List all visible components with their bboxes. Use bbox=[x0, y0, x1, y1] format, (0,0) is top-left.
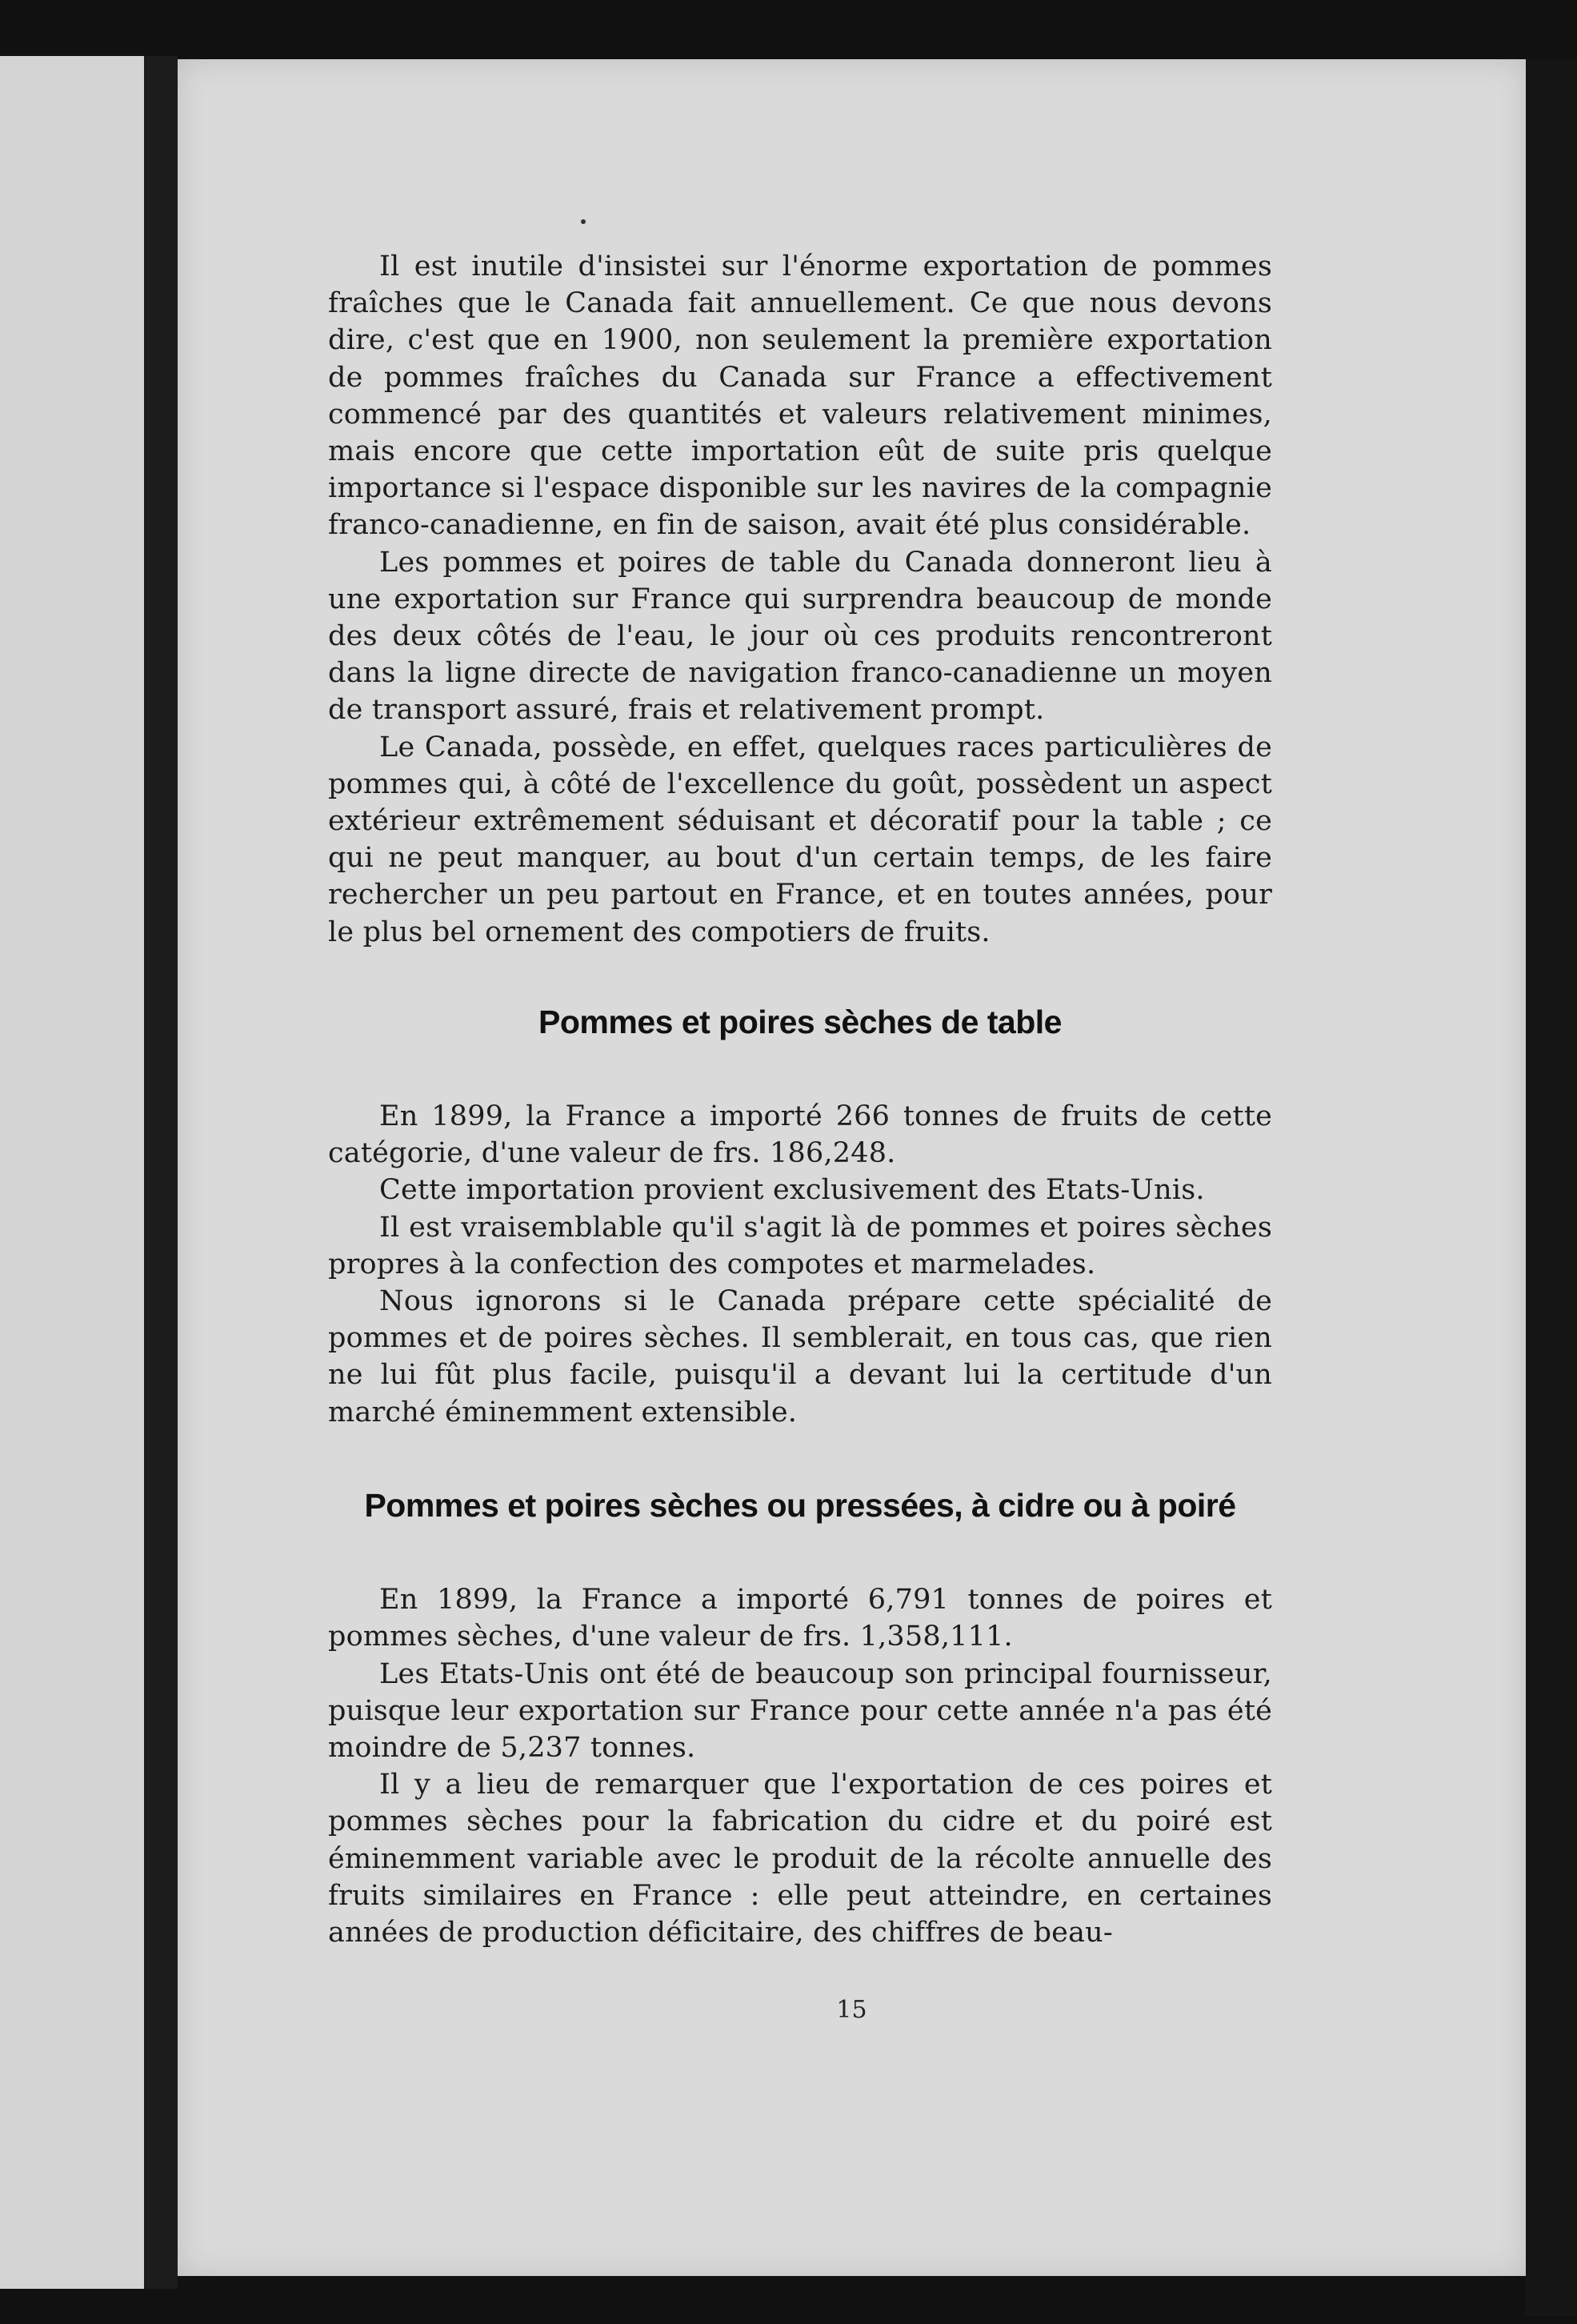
page-right-edge bbox=[1526, 59, 1577, 2316]
section-heading: Pommes et poires sèches ou pressées, à cidre ou à poiré bbox=[364, 1486, 1236, 1524]
paragraph: Cette importation provient exclusivement des Etats-Unis. bbox=[379, 1174, 1205, 1207]
ink-speck bbox=[581, 219, 586, 224]
paragraph: Les Etats-Unis ont été de beaucoup son principal fournisseur, puisque leur exportation sur France pour cette année n'a pas été moindre de 5,237 tonnes. bbox=[328, 1657, 1272, 1764]
paragraph: Nous ignorons si le Canada prépare cette spécialité de pommes et de poires sèches. Il semblerait, en tous cas, que rien ne lui fût plus facile, puisqu'il a devant lui la certitude d'un marché éminemment extensible. bbox=[328, 1285, 1272, 1428]
page-number: 15 bbox=[836, 1996, 867, 2024]
paragraph: En 1899, la France a importé 6,791 tonnes de poires et pommes sèches, d'une valeur de frs. 1,358,111. bbox=[328, 1584, 1272, 1653]
paragraph: En 1899, la France a importé 266 tonnes de fruits de cette catégorie, d'une valeur de frs. 186,248. bbox=[328, 1100, 1272, 1170]
section-heading: Pommes et poires sèches de table bbox=[538, 1003, 1062, 1040]
paragraph: Il y a lieu de remarquer que l'exportation de ces poires et pommes sèches pour la fabrication du cidre et du poiré est éminemment variable avec le produit de la récolte annuelle des fruits similaires en France : elle peut atteindre, en certaines années de production déficitaire, des chiffres de beau- bbox=[328, 1769, 1272, 1949]
previous-page-edge bbox=[0, 56, 148, 2289]
page-text bbox=[328, 248, 1272, 1951]
paragraph: Le Canada, possède, en effet, quelques races particulières de pommes qui, à côté de l'excellence du goût, possèdent un aspect extérieur extrêmement séduisant et décoratif pour la table ; ce qui ne peut manquer, au bout d'un certain temps, de les faire rechercher un peu partout en France, et en toutes années, pour le plus bel ornement des compotiers de fruits. bbox=[328, 731, 1272, 948]
paragraph: Les pommes et poires de table du Canada donneront lieu à une exportation sur France qui surprendra beaucoup de monde des deux côtés de l'eau, le jour où ces produits rencontreront dans la ligne directe de navigation franco-canadienne un moyen de transport assuré, frais et relativement prompt. bbox=[328, 546, 1272, 727]
scanned-page bbox=[178, 59, 1526, 2276]
paragraph: Il est inutile d'insistei sur l'énorme exportation de pommes fraîches que le Canada fait annuellement. Ce que nous devons dire, c'est que en 1900, non seulement la première exportation de pommes fraîches du Canada sur France a effectivement commencé par des quantités et valeurs relativement minimes, mais encore que cette importation eût de suite pris quelque importance si l'espace disponible sur les navires de la compagnie franco-canadienne, en fin de saison, avait été plus considérable. bbox=[328, 250, 1272, 542]
book-spine bbox=[144, 56, 178, 2289]
paragraph: Il est vraisemblable qu'il s'agit là de pommes et poires sèches propres à la confection des compotes et marmelades. bbox=[328, 1211, 1272, 1280]
